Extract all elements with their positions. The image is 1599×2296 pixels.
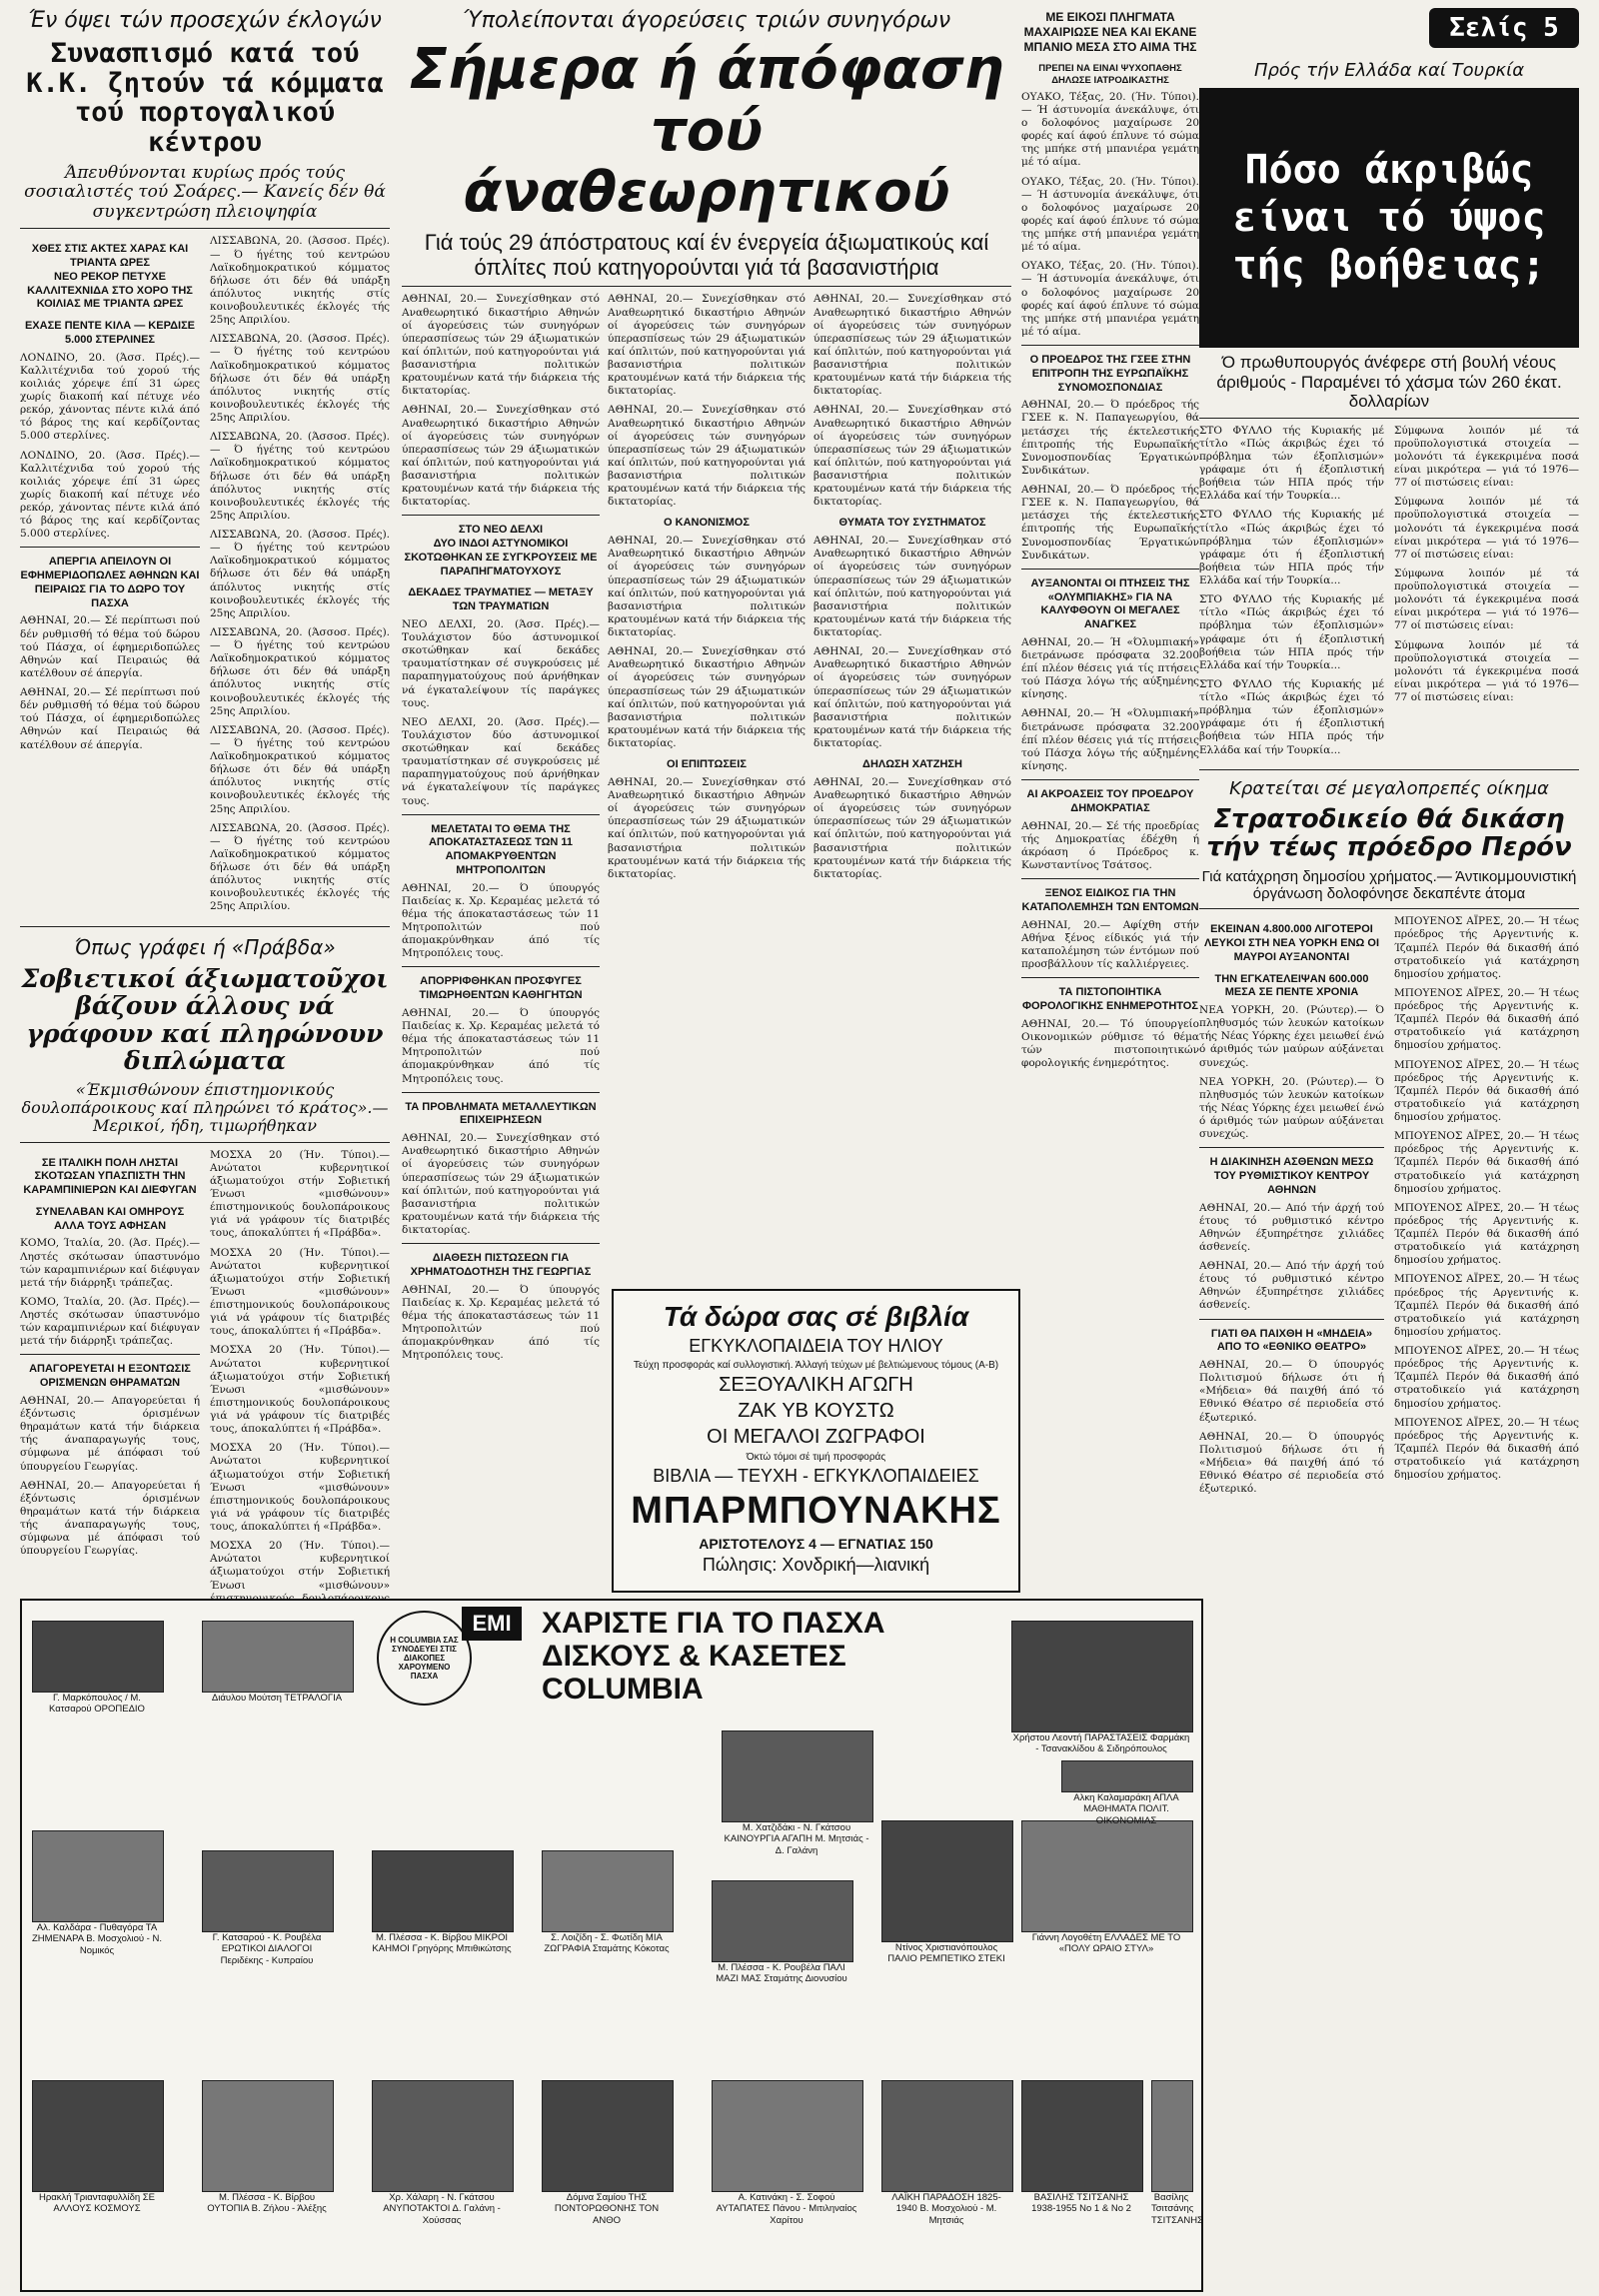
ad-line: Όκτώ τόμοι σέ τιμή προσφοράς bbox=[746, 1452, 886, 1463]
ad-line: Πώλησις: Χονδρική—λιανική bbox=[702, 1555, 930, 1575]
ad-line: ΣΕΞΟΥΑΛΙΚΗ ΑΓΩΓΗ bbox=[719, 1374, 913, 1396]
article-body: ΜΟΣΧΑ 20 (Ήν. Τύποι).— Ανώτατοι κυβερνητικοί άξιωματούχοι στήν Σοβιετική Ένωσι «μισθώνουν» bbox=[210, 1540, 390, 1592]
article-body: Σύμφωνα λοιπόν μέ τά προϋπολογιστικά στοιχεία — μολονότι τά έγκεκριμένα ποσά είναι μικρότερα — γιά τό 1976—77 οί πιστώσεις είναι: bbox=[1394, 567, 1579, 632]
article-body: ΑΘΗΝΑΙ, 20.— Συνεχίσθηκαν στό Αναθεωρητικό δικαστήριο Αθηνών οί άγορεύσεις τών συνηγόρων ύπερασπίσεως τών 29 άξιωματικών καί όπλιτών, πού κατηγορούνται γιά βασανιστήρια πολιτικών κρατουμένων κατά τήν διάρκεια τής δικτατορίας. bbox=[608, 535, 805, 638]
box-subhead: ΠΡΕΠΕΙ ΝΑ ΕΙΝΑΙ ΨΥΧΟΠΑΘΗΣ ΔΗΛΩΣΕ ΙΑΤΡΟΔΙΚΑΣΤΗΣ bbox=[1038, 63, 1182, 86]
article-body: ΑΘΗΝΑΙ, 20.— Συνεχίσθηκαν στό Αναθεωρητικό δικαστήριο Αθηνών οί άγορεύσεις τών συνηγόρων ύπερασπίσεως τών 29 άξιωματικών καί όπλιτών, πού κατηγορούνται γιά βασανιστήρια πολιτικών κρατουμένων κατά τήν διάρκεια τής δικτατορίας. bbox=[402, 293, 600, 398]
record-caption: Μ. Πλέσσα - Κ. Βίρβου ΟΥΤΟΠΙΑ Β. Ζήλου - Άλέξης bbox=[207, 2192, 327, 2215]
article-body: ΑΘΗΝΑΙ, 20.— Από τήν άρχή τού έτους τό ρυθμιστικό κέντρο Αθηνών έξυπηρέτησε χιλιάδες άσθενείς. bbox=[1199, 1260, 1384, 1312]
article-body: Σύμφωνα λοιπόν μέ τά προϋπολογιστικά στοιχεία — μολονότι τά έγκεκριμένα ποσά είναι μικρότερα — γιά τό 1976—77 οί πιστώσεις είναι: bbox=[1394, 638, 1579, 704]
article-body: ΜΠΟΥΕΝΟΣ ΑΪΡΕΣ, 20.— Ή τέως πρόεδρος τής Αργεντινής κ. Ίζαμπέλ Περόν θά δικασθή άπό στρατοδικείο γιά κατάχρηση δημοσίου χρήματος. bbox=[1394, 915, 1579, 980]
record-cover-image bbox=[712, 2080, 863, 2192]
ad-address: ΑΡΙΣΤΟΤΕΛΟΥΣ 4 — ΕΓΝΑΤΙΑΣ 150 bbox=[699, 1536, 933, 1552]
article-body: ΑΘΗΝΑΙ, 20.— Συνεχίσθηκαν στό Αναθεωρητικό δικαστήριο Αθηνών οί άγορεύσεις τών συνηγόρων ύπερασπίσεως τών 29 άξιωματικών καί όπλιτών, πού κατηγορούνται γιά βασανιστήρια πολιτικών κρατουμένων κατά τήν διάρκεια τής δικτατορίας. bbox=[608, 645, 805, 749]
box-headline: Ο ΠΡΟΕΔΡΟΣ ΤΗΣ ΓΣΕΕ ΣΤΗΝ ΕΠΙΤΡΟΠΗ ΤΗΣ ΕΥΡΩΠΑΪΚΗΣ ΣΥΝΟΜΟΣΠΟΝΔΙΑΣ bbox=[1029, 354, 1191, 394]
article-kicker: Όπως γράφει ή «Πράβδα» bbox=[74, 934, 336, 959]
record-cover-image bbox=[1011, 1621, 1193, 1732]
box-headline: ΤΑ ΠΙΣΤΟΠΟΙΗΤΙΚΑ ΦΟΡΟΛΟΓΙΚΗΣ ΕΝΗΜΕΡΟΤΗΤΟΣ bbox=[1022, 986, 1198, 1012]
article-body: ΑΘΗΝΑΙ, 20.— Ό ύπουργός Παιδείας κ. Χρ. Κεραμέας μελετά τό θέμα τής άποκαταστάσεως τών 11 Μητροπολιτών πού άπομακρύνθηκαν άπό τίς Μητροπόλεις τους. bbox=[402, 881, 600, 960]
record-cover-image bbox=[1021, 2080, 1143, 2192]
record-cover-image bbox=[32, 2080, 164, 2192]
article-body: ΜΠΟΥΕΝΟΣ ΑΪΡΕΣ, 20.— Ή τέως πρόεδρος τής Αργεντινής κ. Ίζαμπέλ Περόν θά δικασθή άπό στρατοδικείο γιά κατάχρηση δημοσίου χρήματος. bbox=[1394, 1345, 1579, 1410]
article-subhead: Ό πρωθυπουργός άνέφερε στή βουλή νέους άριθμούς - Παραμένει τό χάσμα τών 260 έκατ. δολλαρίων bbox=[1216, 353, 1562, 412]
record-caption: Χρ. Χάλαρη - Ν. Γκάτσου ΑΝΥΠΟΤΑΚΤΟΙ Δ. Γαλάνη - Χούσσας bbox=[383, 2192, 501, 2226]
article-body: ΣΤΟ ΦΥΛΛΟ τής Κυριακής μέ τίτλο «Πώς άκριβώς έχει τό πρόβλημα τών έξοπλισμών» γράφαμε ότι ή έξοπλιστική βοήθεια τών ΗΠΑ πρός τήν Ελλάδα καί τήν Τουρκία... bbox=[1199, 593, 1384, 671]
box-headline: ΑΙ ΑΚΡΟΑΣΕΙΣ ΤΟΥ ΠΡΟΕΔΡΟΥ ΔΗΜΟΚΡΑΤΙΑΣ bbox=[1026, 788, 1194, 814]
article-subhead: Άπευθύνονται κυρίως πρός τούς σοσιαλιστές τού Σοάρες.— Κανείς δέν θά συγκεντρώση πλειοψηφία bbox=[24, 162, 386, 222]
article-kicker: Έν όψει τών προσεχών έκλογών bbox=[28, 8, 382, 33]
record-caption: Γ. Μαρκόπουλος / Μ. Κατσαρού ΟΡΟΠΕΔΙΟ bbox=[49, 1693, 145, 1716]
record-cover-image bbox=[722, 1730, 873, 1822]
record-cover-image bbox=[372, 2080, 514, 2192]
book-advertisement bbox=[612, 1289, 1020, 1593]
article-body: ΑΘΗΝΑΙ, 20.— Συνεχίσθηκαν στό Αναθεωρητικό δικαστήριο Αθηνών οί άγορεύσεις τών συνηγόρων ύπερασπίσεως τών 29 άξιωματικών καί όπλιτών, πού κατηγορούνται γιά βασανιστήρια πολιτικών κρατουμένων κατά τήν διάρκεια τής δικτατορίας. bbox=[608, 404, 805, 509]
article-body: ΜΟΣΧΑ 20 (Ήν. Τύποι).— Ανώτατοι κυβερνητικοί άξιωματούχοι στήν Σοβιετική Ένωσι «μισθώνουν» έπιστημονικούς δουλοπάροικους γιά νά γράφουν τίς διατριβές τους, άποκαλύπτει ή «Πράβδα». bbox=[210, 1246, 390, 1338]
article-body: ΣΤΟ ΦΥΛΛΟ τής Κυριακής μέ τίτλο «Πώς άκριβώς έχει τό πρόβλημα τών έξοπλισμών» γράφαμε ότι ή έξοπλιστική βοήθεια τών ΗΠΑ πρός τήν Ελλάδα καί τήν Τουρκία... bbox=[1199, 424, 1384, 503]
record-caption: Δόμνα Σαμίου ΤΗΣ ΠΟΝΤΟΡΩΘΟΝΗΣ ΤΟΝ ΑΝΘΟ bbox=[554, 2192, 660, 2226]
article-body: ΑΘΗΝΑΙ, 20.— Ό ύπουργός Παιδείας κ. Χρ. Κεραμέας μελετά τό θέμα τής άποκαταστάσεως τών 11 Μητροπολιτών πού άπομακρύνθηκαν άπό τίς Μητροπόλεις τους. bbox=[402, 1283, 600, 1362]
record-cover-image bbox=[32, 1830, 164, 1922]
record-caption: Χρήστου Λεοντή ΠΑΡΑΣΤΑΣΕΙΣ Φαρμάκη - Τσανακλίδου & Σιδηρόπουλος bbox=[1012, 1732, 1190, 1755]
article-body: ΟΥΑΚΟ, Τέξας, 20. (Ήν. Τύποι).— Ή άστυνομία άνεκάλυψε, ότι ο δολοφόνος μαχαίρωσε 20 φορές καί άφού έπλυνε τό σώμα της μπήκε στή μπανιέρα γεμάτη μέ τό αίμα. bbox=[1021, 175, 1199, 254]
ad-headline bbox=[542, 1607, 885, 1706]
record-cover-image bbox=[32, 1621, 164, 1693]
record-caption: Σ. Λοιζίδη - Σ. Φωτίδη ΜΙΑ ΖΩΓΡΑΦΙΑ Σταμάτης Κόκοτας bbox=[544, 1932, 670, 1955]
article-body: ΛΟΝΔΙΝΟ, 20. (Άσσ. Πρές).— Καλλιτέχνιδα τού χορού τής κοιλιάς χόρεψε έπί 31 ώρες χωρίς διακοπή καί πέτυχε νέο ρεκόρ, χάνοντας πέντε κιλά άπό τό βάρος της καί κερδίζοντας 5.000 στερλίνες. bbox=[20, 351, 200, 443]
article-body: ΑΘΗΝΑΙ, 20.— Συνεχίσθηκαν στό Αναθεωρητικό δικαστήριο Αθηνών οί άγορεύσεις τών συνηγόρων ύπερασπίσεως τών 29 άξιωματικών καί όπλιτών, πού κατηγορούνται γιά βασανιστήρια πολιτικών κρατουμένων κατά τήν διάρκεια τής δικτατορίας. bbox=[608, 775, 805, 880]
article-body: ΑΘΗΝΑΙ, 20.— Συνεχίσθηκαν στό Αναθεωρητικό δικαστήριο Αθηνών οί άγορεύσεις τών συνηγόρων ύπερασπίσεως τών 29 άξιωματικών καί όπλιτών, πού κατηγορούνται γιά βασανιστήρια πολιτικών κρατουμένων κατά τήν διάρκεια τής δικτατορίας. bbox=[813, 775, 1011, 880]
box-headline: ΑΠΑΓΟΡΕΥΕΤΑΙ Η ΕΞΟΝΤΩΣΙΣ ΟΡΙΣΜΕΝΩΝ ΘΗΡΑΜΑΤΩΝ bbox=[29, 1363, 191, 1390]
ad-title: Τά δώρα σας σέ βιβλία bbox=[663, 1301, 969, 1332]
record-caption: Α. Κατινάκη - Σ. Σοφού ΑΥΤΑΠΑΤΕΣ Πάνου - Μιτιληναίος Χαρίτου bbox=[716, 2192, 857, 2226]
article-body: ΑΘΗΝΑΙ, 20.— Ό πρόεδρος τής ΓΣΕΕ κ. Ν. Παπαγεωργίου, θά μετάσχει τής έκτελεστικής έπιτροπής τής Ευρωπαϊκής Συνομοσπονδίας Έργατικών Συνδικάτων. bbox=[1021, 399, 1199, 477]
article-body: ΛΟΝΔΙΝΟ, 20. (Άσσ. Πρές).— Καλλιτέχνιδα τού χορού τής κοιλιάς χόρεψε έπί 31 ώρες χωρίς διακοπή καί πέτυχε νέο ρεκόρ, χάνοντας πέντε κιλά άπό τό βάρος της καί κερδίζοντας 5.000 στερλίνες. bbox=[20, 449, 200, 541]
box-headline: ΕΚΕΙΝΑΝ 4.800.000 ΛΙΓΟΤΕΡΟΙ ΛΕΥΚΟΙ ΣΤΗ ΝΕΑ ΥΟΡΚΗ ΕΝΩ ΟΙ ΜΑΥΡΟΙ ΑΥΞΑΝΟΝΤΑΙ bbox=[1203, 923, 1380, 963]
article-kicker: Κρατείται σέ μεγαλοπρεπές οίκημα bbox=[1229, 777, 1549, 799]
record-cover-image bbox=[1021, 1820, 1193, 1932]
article-body: ΜΠΟΥΕΝΟΣ ΑΪΡΕΣ, 20.— Ή τέως πρόεδρος τής Αργεντινής κ. Ίζαμπέλ Περόν θά δικασθή άπό στρατοδικείο γιά κατάχρηση δημοσίου χρήματος. bbox=[1394, 986, 1579, 1052]
box-headline: ΣΕ ΙΤΑΛΙΚΗ ΠΟΛΗ ΛΗΣΤΑΙ ΣΚΟΤΩΣΑΝ ΥΠΑΣΠΙΣΤΗ ΤΗΝ ΚΑΡΑΜΠΙΝΙΕΡΩΝ ΚΑΙ ΔΙΕΦΥΓΑΝ bbox=[23, 1156, 197, 1197]
article-body: ΜΠΟΥΕΝΟΣ ΑΪΡΕΣ, 20.— Ή τέως πρόεδρος τής Αργεντινής κ. Ίζαμπέλ Περόν θά δικασθή άπό στρατοδικείο γιά κατάχρηση δημοσίου χρήματος. bbox=[1394, 1273, 1579, 1338]
article-kicker: Ύπολείπονται άγορεύσεις τριών συνηγόρων bbox=[462, 8, 951, 33]
record-caption: Βασίλης Τσιτσάνης ΤΣΙΤΣΑΝΗΣ bbox=[1151, 2192, 1203, 2226]
article-body: ΝΕΑ ΥΟΡΚΗ, 20. (Ρώυτερ).— Ό πληθυσμός τών λευκών κατοίκων τής Νέας Υόρκης έχει μειωθεί ένώ ό άριθμός τών μαύρων αύξάνεται συνεχώς. bbox=[1199, 1075, 1384, 1141]
record-caption: Μ. Πλέσσα - Κ. Ρουβέλα ΠΑΛΙ ΜΑΖΙ ΜΑΣ Σταμάτης Διονυσίου bbox=[716, 1962, 847, 1985]
box-headline: ΔΙΑΘΕΣΗ ΠΙΣΤΩΣΕΩΝ ΓΙΑ ΧΡΗΜΑΤΟΔΟΤΗΣΗ ΤΗΣ ΓΕΩΡΓΙΑΣ bbox=[410, 1252, 592, 1278]
section-subhead: Ο ΚΑΝΟΝΙΣΜΟΣ bbox=[664, 517, 750, 530]
article-body: ΝΕΑ ΥΟΡΚΗ, 20. (Ρώυτερ).— Ό πληθυσμός τών λευκών κατοίκων τής Νέας Υόρκης έχει μειωθεί ένώ ό άριθμός τών μαύρων αύξάνεται συνεχώς. bbox=[1199, 1004, 1384, 1069]
column-narrow bbox=[1021, 0, 1199, 1589]
article-body: ΝΕΟ ΔΕΛΧΙ, 20. (Άσσ. Πρές).— Τουλάχιστον δύο άστυνομικοί σκοτώθηκαν καί δεκάδες τραυματίστηκαν σέ συγκρούσεις μέ παραπηγματούχους πού άρνήθηκαν νά έγκαταλείψουν τίς παράγκες τους. bbox=[402, 617, 600, 709]
article-body: ΚΟΜΟ, Ίταλία, 20. (Άσ. Πρές).— Ληστές σκότωσαν ύπαστυνόμο τών καραμπινιέρων καί διέφυγαν μετά τήν διάρρηξι τράπεζας. bbox=[20, 1237, 200, 1289]
ad-brand: ΜΠΑΡΜΠΟΥΝΑΚΗΣ bbox=[631, 1490, 1001, 1532]
record-advertisement bbox=[20, 1599, 1203, 2292]
record-caption: ΛΑΪΚΗ ΠΑΡΑΔΟΣΗ 1825-1940 Β. Μοσχολιού - Μ. Μητσιάς bbox=[891, 2192, 1001, 2226]
article-body: ΛΙΣΣΑΒΩΝΑ, 20. (Άσσοσ. Πρές).— Ό ήγέτης τού κεντρώου Λαϊκοδημοκρατικού κόμματος δήλωσε ότι δέν θά υπάρξη άπόλυτος νικητής στίς κοινοβουλευτικές έκλογές τής 25ης Απριλίου. bbox=[210, 431, 390, 522]
article-body: ΑΘΗΝΑΙ, 20.— Ό ύπουργός Πολιτισμού δήλωσε ότι ή «Μήδεια» θά παιχθή άπό τό Εθνικό Θέατρο σέ περιοδεία στό έξωτερικό. bbox=[1199, 1359, 1384, 1424]
record-caption: ΒΑΣΙΛΗΣ ΤΣΙΤΣΑΝΗΣ 1938-1955 Νο 1 & Νο 2 bbox=[1031, 2192, 1131, 2215]
article-subhead: «Έκμισθώνουν έπιστημονικούς δουλοπάροικους καί πληρώνει τό κράτος».— Μερικοί, ήδη, τιμωρήθηκαν bbox=[21, 1079, 389, 1136]
article-body: ΜΠΟΥΕΝΟΣ ΑΪΡΕΣ, 20.— Ή τέως πρόεδρος τής Αργεντινής κ. Ίζαμπέλ Περόν θά δικασθή άπό στρατοδικείο γιά κατάχρηση δημοσίου χρήματος. bbox=[1394, 1058, 1579, 1124]
box-headline: ΤΑ ΠΡΟΒΛΗΜΑΤΑ ΜΕΤΑΛΛΕΥΤΙΚΩΝ ΕΠΙΧΕΙΡΗΣΕΩΝ bbox=[405, 1100, 597, 1127]
box-subhead: ΔΕΚΑΔΕΣ ΤΡΑΥΜΑΤΙΕΣ — ΜΕΤΑΞΥ ΤΩΝ ΤΡΑΥΜΑΤΙΩΝ bbox=[408, 586, 594, 613]
record-cover-image bbox=[881, 1820, 1013, 1942]
record-caption: Μ. Χατζιδάκι - Ν. Γκάτσου ΚΑΙΝΟΥΡΓΙΑ ΑΓΑΠΗ Μ. Μητσιάς - Δ. Γαλάνη bbox=[724, 1822, 869, 1856]
ad-line: ΕΓΚΥΚΛΟΠΑΙΔΕΙΑ ΤΟΥ ΗΛΙΟΥ bbox=[689, 1336, 943, 1356]
article-headline: Στρατοδικείο θά δικάση τήν τέως πρόεδρο Περόν bbox=[1206, 803, 1572, 863]
box-headline: ΞΕΝΟΣ ΕΙΔΙΚΟΣ ΓΙΑ ΤΗΝ ΚΑΤΑΠΟΛΕΜΗΣΗ ΤΩΝ ΕΝΤΟΜΩΝ bbox=[1021, 887, 1199, 913]
article-body: ΑΘΗΝΑΙ, 20.— Συνεχίσθηκαν στό Αναθεωρητικό δικαστήριο Αθηνών οί άγορεύσεις τών συνηγόρων ύπερασπίσεως τών 29 άξιωματικών καί όπλιτών, πού κατηγορούνται γιά βασανιστήρια πολιτικών κρατουμένων κατά τήν διάρκεια τής δικτατορίας. bbox=[813, 404, 1011, 509]
article-body: ΛΙΣΣΑΒΩΝΑ, 20. (Άσσοσ. Πρές).— Ό ήγέτης τού κεντρώου Λαϊκοδημοκρατικού κόμματος δήλωσε ότι δέν θά υπάρξη άπόλυτος νικητής στίς κοινοβουλευτικές έκλογές τής 25ης Απριλίου. bbox=[210, 529, 390, 619]
record-cover-image bbox=[542, 1850, 674, 1932]
article-body: ΑΘΗΝΑΙ, 20.— Συνεχίσθηκαν στό Αναθεωρητικό δικαστήριο Αθηνών οί άγορεύσεις τών συνηγόρων ύπερασπίσεως τών 29 άξιωματικών καί όπλιτών, πού κατηγορούνται γιά βασανιστήρια πολιτικών κρατουμένων κατά τήν διάρκεια τής δικτατορίας. bbox=[608, 293, 805, 398]
article-body: ΑΘΗΝΑΙ, 20.— Ό ύπουργός Πολιτισμού δήλωσε ότι ή «Μήδεια» θά παιχθή άπό τό Εθνικό Θέατρο σέ περιοδεία στό έξωτερικό. bbox=[1199, 1430, 1384, 1496]
article-body: ΑΘΗΝΑΙ, 20.— Συνεχίσθηκαν στό Αναθεωρητικό δικαστήριο Αθηνών οί άγορεύσεις τών συνηγόρων ύπερασπίσεως τών 29 άξιωματικών καί όπλιτών, πού κατηγορούνται γιά βασανιστήρια πολιτικών κρατουμένων κατά τήν διάρκεια τής δικτατορίας. bbox=[813, 293, 1011, 398]
article-body: ΜΠΟΥΕΝΟΣ ΑΪΡΕΣ, 20.— Ή τέως πρόεδρος τής Αργεντινής κ. Ίζαμπέλ Περόν θά δικασθή άπό στρατοδικείο γιά κατάχρηση δημοσίου χρήματος. bbox=[1394, 1201, 1579, 1267]
record-caption: Μ. Πλέσσα - Κ. Βίρβου ΜΙΚΡΟΙ ΚΑΗΜΟΙ Γρηγόρης Μπιθικώτσης bbox=[372, 1932, 512, 1955]
record-cover-image bbox=[202, 1850, 334, 1932]
emi-logo: EMI bbox=[462, 1607, 522, 1641]
box-headline: ΑΥΞΑΝΟΝΤΑΙ ΟΙ ΠΤΗΣΕΙΣ ΤΗΣ «ΟΛΥΜΠΙΑΚΗΣ» ΓΙΑ ΝΑ ΚΑΛΥΦΘΟΥΝ ΟΙ ΜΕΓΑΛΕΣ ΑΝΑΓΚΕΣ bbox=[1030, 576, 1190, 630]
record-caption: Αλ. Καλδάρα - Πυθαγόρα ΤΑ ΖΗΜΕΝΑΡΑ Β. Μοσχολιού - Ν. Νομικός bbox=[32, 1922, 162, 1956]
section-subhead: ΘΥΜΑΤΑ ΤΟΥ ΣΥΣΤΗΜΑΤΟΣ bbox=[838, 517, 986, 530]
record-cover-image bbox=[202, 2080, 334, 2192]
article-body: ΜΟΣΧΑ 20 (Ήν. Τύποι).— Ανώτατοι κυβερνητικοί άξιωματούχοι στήν Σοβιετική Ένωσι «μισθώνουν» έπιστημονικούς δουλοπάροικους γιά νά γράφουν τίς διατριβές τους, άποκαλύπτει ή «Πράβδα». bbox=[210, 1442, 390, 1534]
article-body: ΛΙΣΣΑΒΩΝΑ, 20. (Άσσοσ. Πρές).— Ό ήγέτης τού κεντρώου Λαϊκοδημοκρατικού κόμματος δήλωσε ότι δέν θά υπάρξη άπόλυτος νικητής στίς κοινοβουλευτικές έκλογές τής 25ης Απριλίου. bbox=[210, 333, 390, 425]
article-body: ΑΘΗΝΑΙ, 20.— Ό ύπουργός Παιδείας κ. Χρ. Κεραμέας μελετά τό θέμα τής άποκαταστάσεως τών 11 Μητροπολιτών πού άπομακρύνθηκαν άπό τίς Μητροπόλεις τους. bbox=[402, 1006, 600, 1085]
box-subhead: ΕΧΑΣΕ ΠΕΝΤΕ ΚΙΛΑ — ΚΕΡΔΙΣΕ 5.000 ΣΤΕΡΛΙΝΕΣ bbox=[24, 320, 196, 346]
article-body: ΑΘΗΝΑΙ, 20.— Σέ τής προεδρίας τής Δημοκρατίας έδέχθη ή άκρόαση ό Πρόεδρος κ. Κωνσταντίνος Τσάτσος. bbox=[1021, 819, 1199, 871]
article-body: ΑΘΗΝΑΙ, 20.— Σέ περίπτωσι πού δέν ρυθμισθή τό θέμα τού δώρου τού Πάσχα, οί έφημεριδοπώλες Αθηνών καί Πειραιώς θά κατέλθουν σέ άπεργία. bbox=[20, 614, 200, 679]
article-body: ΣΤΟ ΦΥΛΛΟ τής Κυριακής μέ τίτλο «Πώς άκριβώς έχει τό πρόβλημα τών έξοπλισμών» γράφαμε ότι ή έξοπλιστική βοήθεια τών ΗΠΑ πρός τήν Ελλάδα καί τήν Τουρκία... bbox=[1199, 677, 1384, 756]
article-body: ΑΘΗΝΑΙ, 20.— Σέ περίπτωσι πού δέν ρυθμισθή τό θέμα τού δώρου τού Πάσχα, οί έφημεριδοπώλες Αθηνών καί Πειραιώς θά κατέλθουν σέ άπεργία. bbox=[20, 686, 200, 751]
record-cover-image bbox=[881, 2080, 1013, 2192]
article-headline: Συνασπισμό κατά τού Κ.Κ. ζητούν τά κόμματα τού πορτογαλικού κέντρου bbox=[26, 38, 384, 159]
box-headline: ΣΤΟ ΝΕΟ ΔΕΛΧΙ ΔΥΟ ΙΝΔΟΙ ΑΣΤΥΝΟΜΙΚΟΙ ΣΚΟΤΩΘΗΚΑΝ ΣΕ ΣΥΓΚΡΟΥΣΕΙΣ ΜΕ ΠΑΡΑΠΗΓΜΑΤΟΥΧΟΥΣ bbox=[404, 524, 598, 577]
record-cover-image bbox=[1151, 2080, 1193, 2192]
record-caption: Διάυλου Μούτση ΤΕΤΡΑΛΟΓΙΑ bbox=[211, 1693, 343, 1704]
box-headline: ΜΕ ΕΙΚΟΣΙ ΠΛΗΓΜΑΤΑ ΜΑΧΑΙΡΙΩΣΕ ΝΕΑ ΚΑΙ ΕΚΑΝΕ ΜΠΑΝΙΟ ΜΕΣΑ ΣΤΟ ΑΙΜΑ ΤΗΣ bbox=[1023, 10, 1197, 54]
article-body: ΑΘΗΝΑΙ, 20.— Από τήν άρχή τού έτους τό ρυθμιστικό κέντρο Αθηνών έξυπηρέτησε χιλιάδες άσθενείς. bbox=[1199, 1201, 1384, 1253]
record-caption: Ηρακλή Τριανταφυλλίδη ΣΕ ΑΛΛΟΥΣ ΚΟΣΜΟΥΣ bbox=[38, 2192, 156, 2215]
box-subhead: ΣΥΝΕΛΑΒΑΝ ΚΑΙ ΟΜΗΡΟΥΣ ΑΛΛΑ ΤΟΥΣ ΑΦΗΣΑΝ bbox=[35, 1205, 185, 1232]
article-body: ΑΘΗΝΑΙ, 20.— Συνεχίσθηκαν στό Αναθεωρητικό δικαστήριο Αθηνών οί άγορεύσεις τών συνηγόρων ύπερασπίσεως τών 29 άξιωματικών καί όπλιτών, πού κατηγορούνται γιά βασανιστήρια πολιτικών κρατουμένων κατά τήν διάρκεια τής δικτατορίας. bbox=[402, 404, 600, 509]
box-headline: ΑΠΟΡΡΙΦΘΗΚΑΝ ΠΡΟΣΦΥΓΕΣ ΤΙΜΩΡΗΘΕΝΤΩΝ ΚΑΘΗΓΗΤΩΝ bbox=[419, 975, 583, 1002]
article-body: ΑΘΗΝΑΙ, 20.— Συνεχίσθηκαν στό Αναθεωρητικό δικαστήριο Αθηνών οί άγορεύσεις τών συνηγόρων ύπερασπίσεως τών 29 άξιωματικών καί όπλιτών, πού κατηγορούνται γιά βασανιστήρια πολιτικών κρατουμένων κατά τήν διάρκεια τής δικτατορίας. bbox=[402, 1132, 600, 1236]
record-caption: Γιάννη Λογοθέτη ΕΛΛΑΔΕΣ ΜΕ ΤΟ «ΠΟΛΥ ΩΡΑΙΟ ΣΤΥΛ» bbox=[1031, 1932, 1181, 1955]
article-body: ΛΙΣΣΑΒΩΝΑ, 20. (Άσσοσ. Πρές).— Ό ήγέτης τού κεντρώου Λαϊκοδημοκρατικού κόμματος δήλωσε ότι δέν θά υπάρξη άπόλυτος νικητής στίς κοινοβουλευτικές έκλογές τής 25ης Απριλίου. bbox=[210, 821, 390, 913]
record-cover-image bbox=[1061, 1760, 1193, 1792]
article-body: ΑΘΗΝΑΙ, 20.— Τό ύπουργείο Οικονομικών ρύθμισε τό θέμα τών πιστοποιητικών φορολογικής ένημερότητος. bbox=[1021, 1017, 1199, 1069]
article-body: ΑΘΗΝΑΙ, 20.— Αφίχθη στήν Αθήνα ξένος είδικός γιά τήν καταπολέμηση τών έντόμων πού προσβάλλουν τίς καλλιέργειες. bbox=[1021, 918, 1199, 970]
article-body: ΟΥΑΚΟ, Τέξας, 20. (Ήν. Τύποι).— Ή άστυνομία άνεκάλυψε, ότι ο δολοφόνος μαχαίρωσε 20 φορές καί άφού έπλυνε τό σώμα της μπήκε στή μπανιέρα γεμάτη μέ τό αίμα. bbox=[1021, 260, 1199, 338]
boxed-headline: Πόσο άκριβώς είναι τό ύψος τής βοήθειας; bbox=[1199, 88, 1579, 348]
article-body: ΜΟΣΧΑ 20 (Ήν. Τύποι).— Ανώτατοι κυβερνητικοί άξιωματούχοι στήν Σοβιετική Ένωσι «μισθώνουν» έπιστημονικούς δουλοπάροικους γιά νά γράφουν τίς διατριβές τους, άποκαλύπτει ή «Πράβδα». bbox=[210, 1148, 390, 1240]
article-body: ΛΙΣΣΑΒΩΝΑ, 20. (Άσσοσ. Πρές).— Ό ήγέτης τού κεντρώου Λαϊκοδημοκρατικού κόμματος δήλωσε ότι δέν θά υπάρξη άπόλυτος νικητής στίς κοινοβουλευτικές έκλογές τής 25ης Απριλίου. bbox=[210, 625, 390, 717]
ad-line: ΖΑΚ ΥΒ ΚΟΥΣΤΩ bbox=[738, 1400, 894, 1422]
article-body: ΑΘΗΝΑΙ, 20.— Συνεχίσθηκαν στό Αναθεωρητικό δικαστήριο Αθηνών οί άγορεύσεις τών συνηγόρων ύπερασπίσεως τών 29 άξιωματικών καί όπλιτών, πού κατηγορούνται γιά βασανιστήρια πολιτικών κρατουμένων κατά τήν διάρκεια τής δικτατορίας. bbox=[813, 645, 1011, 749]
record-cover-image bbox=[372, 1850, 514, 1932]
columbia-badge: Η COLUMBIA ΣΑΣ ΣΥΝΟΔΕΥΕΙ ΣΤΙΣ ΔΙΑΚΟΠΕΣ ΧΑΡΟΥΜΕΝΟ ΠΑΣΧΑ bbox=[377, 1611, 472, 1706]
article-body: ΑΘΗΝΑΙ, 20.— Ή «Όλυμπιακή» διετράνωσε πρόσφατα 32.200 έπί πλέον θέσεις γιά τίς πτήσεις τού Πάσχα λόγω τής αύξημένης κίνησης. bbox=[1021, 635, 1199, 701]
article-body: ΣΤΟ ΦΥΛΛΟ τής Κυριακής μέ τίτλο «Πώς άκριβώς έχει τό πρόβλημα τών έξοπλισμών» γράφαμε ότι ή έξοπλιστική βοήθεια τών ΗΠΑ πρός τήν Ελλάδα καί τήν Τουρκία... bbox=[1199, 509, 1384, 587]
section-subhead: ΔΗΛΩΣΗ ΧΑΤΖΗΣΗ bbox=[862, 758, 962, 771]
article-body: Σύμφωνα λοιπόν μέ τά προϋπολογιστικά στοιχεία — μολονότι τά έγκεκριμένα ποσά είναι μικρότερα — γιά τό 1976—77 οί πιστώσεις είναι: bbox=[1394, 496, 1579, 561]
record-cover-image bbox=[542, 2080, 674, 2192]
section-subhead: ΟΙ ΕΠΙΠΤΩΣΕΙΣ bbox=[667, 758, 747, 771]
box-headline: ΧΘΕΣ ΣΤΙΣ ΑΚΤΕΣ ΧΑΡΑΣ ΚΑΙ ΤΡΙΑΝΤΑ ΩΡΕΣ ΝΕΟ ΡΕΚΟΡ ΠΕΤΥΧΕ ΚΑΛΛΙΤΕΧΝΙΔΑ ΣΤΟ ΧΟΡΟ ΤΗΣ ΚΟΙΛΙΑΣ ΜΕ ΤΡΙΑΝΤΑ ΩΡΕΣ bbox=[27, 243, 193, 311]
column-right bbox=[1199, 58, 1579, 2286]
main-subhead: Γιά τούς 29 άπόστρατους καί έν ένεργεία άξιωματικούς καί όπλίτες πού κατηγορούνται γιά τά βασανιστήρια bbox=[424, 229, 989, 281]
ad-line: Τεύχη προσφοράς καί συλλογιστική. Άλλαγή τεύχων μέ βελτιώμενους τόμους (Α-Β) bbox=[633, 1360, 999, 1371]
ad-line: ΟΙ ΜΕΓΑΛΟΙ ΖΩΓΡΑΦΟΙ bbox=[707, 1426, 925, 1448]
article-body: ΑΘΗΝΑΙ, 20.— Ό πρόεδρος τής ΓΣΕΕ κ. Ν. Παπαγεωργίου, θά μετάσχει τής έκτελεστικής έπιτροπής τής Ευρωπαϊκής Συνομοσπονδίας Έργατικών Συνδικάτων. bbox=[1021, 484, 1199, 562]
article-kicker: Πρός τήν Ελλάδα καί Τουρκία bbox=[1253, 60, 1525, 81]
ad-headline-line: COLUMBIA bbox=[542, 1673, 704, 1706]
ad-line: ΒΙΒΛΙΑ — ΤΕΥΧΗ - ΕΓΚΥΚΛΟΠΑΙΔΕΙΕΣ bbox=[653, 1466, 979, 1486]
box-headline: ΜΕΛΕΤΑΤΑΙ ΤΟ ΘΕΜΑ ΤΗΣ ΑΠΟΚΑΤΑΣΤΑΣΕΩΣ ΤΩΝ 11 ΑΠΟΜΑΚΡΥΘΕΝΤΩΝ ΜΗΤΡΟΠΟΛΙΤΩΝ bbox=[428, 822, 574, 876]
article-headline: Σοβιετικοί άξιωματοῦχοι βάζουν άλλους νά γράφουν καί πληρώνουν διπλώματα bbox=[21, 963, 389, 1076]
article-body: ΜΟΣΧΑ 20 (Ήν. Τύποι).— Ανώτατοι κυβερνητικοί άξιωματούχοι στήν Σοβιετική Ένωσι «μισθώνουν» έπιστημονικούς δουλοπάροικους γιά νά γράφουν τίς διατριβές τους, άποκαλύπτει ή «Πράβδα». bbox=[210, 1344, 390, 1436]
article-body: ΚΟΜΟ, Ίταλία, 20. (Άσ. Πρές).— Ληστές σκότωσαν ύπαστυνόμο τών καραμπινιέρων καί διέφυγαν μετά τήν διάρρηξι τράπεζας. bbox=[20, 1295, 200, 1348]
article-body: ΛΙΣΣΑΒΩΝΑ, 20. (Άσσοσ. Πρές).— Ό ήγέτης τού κεντρώου Λαϊκοδημοκρατικού κόμματος δήλωσε ότι δέν θά υπάρξη άπόλυτος νικητής στίς κοινοβουλευτικές έκλογές τής 25ης Απριλίου. bbox=[210, 723, 390, 815]
article-body: ΜΠΟΥΕΝΟΣ ΑΪΡΕΣ, 20.— Ή τέως πρόεδρος τής Αργεντινής κ. Ίζαμπέλ Περόν θά δικασθή άπό στρατοδικείο γιά κατάχρηση δημοσίου χρήματος. bbox=[1394, 1416, 1579, 1482]
box-headline: ΓΙΑΤΙ ΘΑ ΠΑΙΧΘΗ Η «ΜΗΔΕΙΑ» ΑΠΟ ΤΟ «ΕΘΝΙΚΟ ΘΕΑΤΡΟ» bbox=[1210, 1327, 1373, 1354]
article-body: ΝΕΟ ΔΕΛΧΙ, 20. (Άσσ. Πρές).— Τουλάχιστον δύο άστυνομικοί σκοτώθηκαν καί δεκάδες τραυματίστηκαν σέ συγκρούσεις μέ παραπηγματούχους πού άρνήθηκαν νά έγκαταλείψουν τίς παράγκες τους. bbox=[402, 715, 600, 807]
column-left bbox=[20, 0, 390, 1592]
main-headline: Σήμερα ή άπόφαση τού άναθεωρητικού bbox=[409, 37, 1004, 226]
record-caption: Γ. Κατσαρού - Κ. Ρουβέλα ΕΡΩΤΙΚΟΙ ΔΙΑΛΟΓΟΙ Περιδέκης - Κυπραίου bbox=[212, 1932, 322, 1966]
record-caption: Αλκη Καλαμαράκη ΑΠΛΑ ΜΑΘΗΜΑΤΑ ΠΟΛΙΤ. ΟΙΚΟΝΟΜΙΑΣ bbox=[1073, 1792, 1179, 1826]
article-body: Σύμφωνα λοιπόν μέ τά προϋπολογιστικά στοιχεία — μολονότι τά έγκεκριμένα ποσά είναι μικρότερα — γιά τό 1976—77 οί πιστώσεις είναι: bbox=[1394, 424, 1579, 490]
article-body: ΑΘΗΝΑΙ, 20.— Συνεχίσθηκαν στό Αναθεωρητικό δικαστήριο Αθηνών οί άγορεύσεις τών συνηγόρων ύπερασπίσεως τών 29 άξιωματικών καί όπλιτών, πού κατηγορούνται γιά βασανιστήρια πολιτικών κρατουμένων κατά τήν διάρκεια τής δικτατορίας. bbox=[813, 535, 1011, 638]
box-subhead: ΤΗΝ ΕΓΚΑΤΕΛΕΙΨΑΝ 600.000 ΜΕΣΑ ΣΕ ΠΕΝΤΕ ΧΡΟΝΙΑ bbox=[1214, 972, 1369, 999]
article-body: ΑΘΗΝΑΙ, 20.— Απαγορεύεται ή έξόντωσις όρισμένων θηραμάτων κατά τήν διάρκεια τής άναπαραγωγής τους, σύμφωνα μέ άπόφασι τού ύπουργείου Γεωργίας. bbox=[20, 1479, 200, 1558]
article-body: ΑΘΗΝΑΙ, 20.— Απαγορεύεται ή έξόντωσις όρισμένων θηραμάτων κατά τήν διάρκεια τής άναπαραγωγής τους, σύμφωνα μέ άπόφασι τού ύπουργείου Γεωργίας. bbox=[20, 1394, 200, 1473]
record-cover-image bbox=[712, 1880, 853, 1962]
ad-headline-line: ΧΑΡΙΣΤΕ ΓΙΑ ΤΟ ΠΑΣΧΑ bbox=[542, 1607, 885, 1640]
record-cover-image bbox=[202, 1621, 354, 1693]
article-body: ΛΙΣΣΑΒΩΝΑ, 20. (Άσσοσ. Πρές).— Ό ήγέτης τού κεντρώου Λαϊκοδημοκρατικού κόμματος δήλωσε ότι δέν θά υπάρξη άπόλυτος νικητής στίς κοινοβουλευτικές έκλογές τής 25ης Απριλίου. bbox=[210, 235, 390, 327]
article-body: ΜΠΟΥΕΝΟΣ ΑΪΡΕΣ, 20.— Ή τέως πρόεδρος τής Αργεντινής κ. Ίζαμπέλ Περόν θά δικασθή άπό στρατοδικείο γιά κατάχρηση δημοσίου χρήματος. bbox=[1394, 1130, 1579, 1195]
box-headline: ΑΠΕΡΓΙΑ ΑΠΕΙΛΟΥΝ ΟΙ ΕΦΗΜΕΡΙΔΟΠΩΛΕΣ ΑΘΗΝΩΝ ΚΑΙ ΠΕΙΡΑΙΩΣ ΓΙΑ ΤΟ ΔΩΡΟ ΤΟΥ ΠΑΣΧΑ bbox=[20, 556, 200, 609]
ad-headline-line: ΔΙΣΚΟΥΣ & ΚΑΣΕΤΕΣ bbox=[542, 1640, 846, 1673]
page-number-tag: Σελίς 5 bbox=[1429, 8, 1579, 48]
article-body: ΑΘΗΝΑΙ, 20.— Ή «Όλυμπιακή» διετράνωσε πρόσφατα 32.200 έπί πλέον θέσεις γιά τίς πτήσεις τού Πάσχα λόγω τής αύξημένης κίνησης. bbox=[1021, 707, 1199, 772]
article-body: ΟΥΑΚΟ, Τέξας, 20. (Ήν. Τύποι).— Ή άστυνομία άνεκάλυψε, ότι ο δολοφόνος μαχαίρωσε 20 φορές καί άφού έπλυνε τό σώμα της μπήκε στή μπανιέρα γεμάτη μέ τό αίμα. bbox=[1021, 90, 1199, 169]
box-headline: Η ΔΙΑΚΙΝΗΣΗ ΑΣΘΕΝΩΝ ΜΕΣΩ ΤΟΥ ΡΥΘΜΙΣΤΙΚΟΥ ΚΕΝΤΡΟΥ ΑΘΗΝΩΝ bbox=[1209, 1156, 1374, 1196]
article-subhead: Γιά κατάχρηση δημοσίου χρήματος.— Άντικομμουνιστική όργάνωση δολοφόνησε δεκαπέντε άτομα bbox=[1201, 867, 1577, 903]
record-caption: Ντίνος Χριστιανόπουλος ΠΑΛΙΟ ΡΕΜΠΕΤΙΚΟ ΣΤΕΚΙ bbox=[887, 1942, 1005, 1965]
